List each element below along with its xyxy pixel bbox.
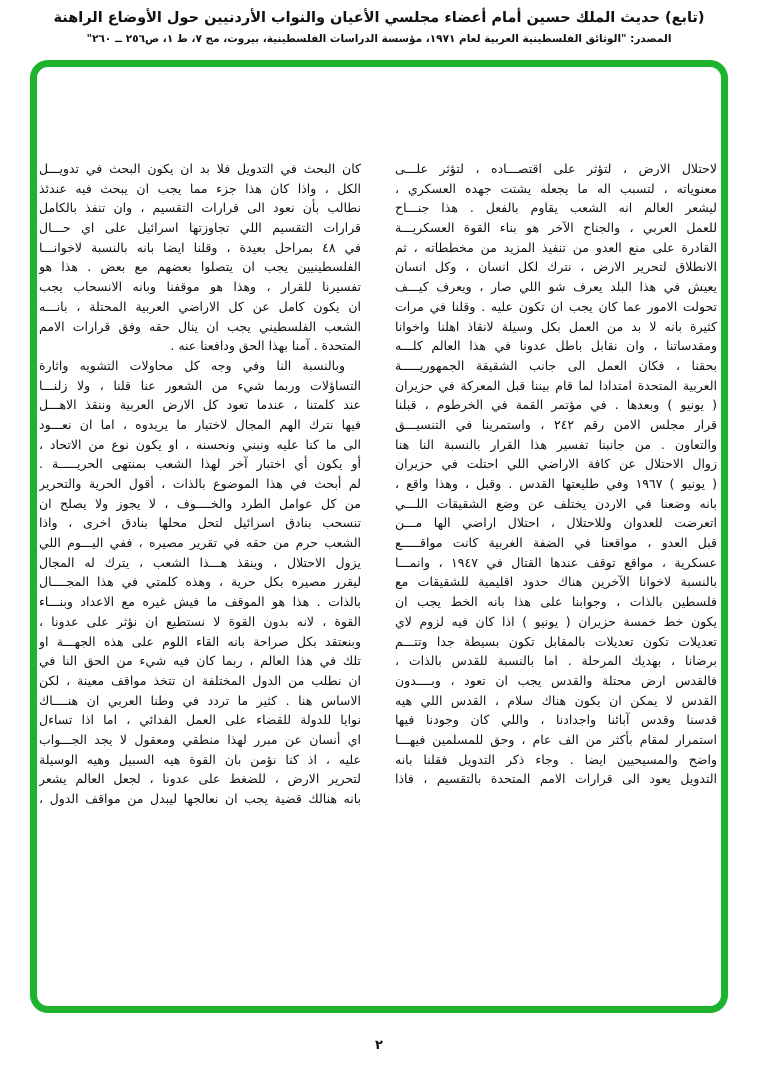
page-number: ٢ xyxy=(375,1038,383,1053)
text-line: ليقرر مصيره بكل حرية ، وهذه كلمتي في هذا المجــــال xyxy=(39,574,361,590)
text-line: وبنعتقد بكل صراحة بانه القاء اللوم على هذه الجهـــة او xyxy=(39,633,361,649)
text-line: ان يكون كامل عن كل الاراضي العربية المحتلة ، بانـــه xyxy=(39,298,361,314)
text-line: يزول الاحتلال ، وينقذ هـــذا الشعب ، يترك له المجال xyxy=(39,554,361,570)
text-line: كثيرة بانه لا بد من العمل بكل وسيلة لانقاذ اهلنا واخوانا xyxy=(395,318,717,334)
text-line: والتعاون . من جانبنا تفسير هذا القرار بالنسبة النا هنا xyxy=(395,436,717,452)
text-line: قبل العدو ، مواقعنا في الضفة الغربية كانت مواقـــــع xyxy=(395,535,717,551)
text-line: بانه وضعنا في الاردن يختلف عن وضع الشقيقات اللـــي xyxy=(395,495,717,511)
text-line: عند كلمتنا ، عندما تعود كل الارض العربية وننقذ الاهـــل xyxy=(39,397,361,413)
text-line: العربية المتحدة امتدادا لما قام بيننا قبل المعركة في حزيران xyxy=(395,377,717,393)
text-line: كان البحث في التدويل فلا بد ان يكون البحث في تدويـــل xyxy=(39,161,361,176)
text-line: ( يونيو ) وبعدها . في مؤتمر القمة في الخرطوم ، قبلنا xyxy=(395,397,717,413)
text-line: أو يكون أي اختبار آخر لهذا الشعب بمنتهى الحريـــــة . xyxy=(39,456,361,472)
text-line: اتعرضت للعدوان وللاحتلال ، احتلال اراضي الها مـــن xyxy=(395,515,717,531)
text-line: القادرة على منع العدو من تنفيذ المزيد من مخططاته ، ثم xyxy=(395,239,717,255)
text-line: تحولت الامور عما كان يجب ان تكون عليه . وقلنا في مرات xyxy=(395,298,717,314)
text-line: الشعب حرم من حقه في تقرير مصيره ، ففي اليـــوم اللي xyxy=(39,535,361,551)
text-line: التدويل يعود الى قرارات الامم المتحدة بالتقسيم ، فاذا xyxy=(395,771,717,787)
column-left xyxy=(39,159,361,809)
text-line: فالقدس ارض محتلة والقدس يجب ان تعود ، وبــــدون xyxy=(395,672,717,688)
text-line: قرار مجلس الامن رقم ٢٤٢ ، واستمرينا في التنسيـــق xyxy=(395,416,717,432)
text-line: وبالنسبة النا وفي وجه كل محاولات التشويه واثارة xyxy=(39,357,345,373)
text-line: الكل ، واذا كان هذا جزء مما يجب ان يبحث فيه عندئذ xyxy=(39,180,361,196)
text-line: اي أنسان عن مبرر لهذا منطقي ومعقول لا يجد الجـــواب xyxy=(39,731,361,747)
text-line: ان نطلب من الدول المختلفة ان تتخذ مواقف معينة ، لكن xyxy=(39,672,361,688)
text-line: بالذات . هذا هو الموقف ما فيش غيره مع الاعداد وبنـــاء xyxy=(39,594,361,610)
text-line: لاحتلال الارض ، لتؤثر على اقتصـــاده ، لتؤثر علـــى xyxy=(395,161,717,176)
text-line: نطالب بأن نعود الى قرارات التقسيم ، وان تنفذ بالكامل xyxy=(39,200,361,216)
text-line: الى ما كنا عليه ونبني ونحسنه ، او يكون نوع من الاتحاد ، xyxy=(39,436,361,452)
column-right xyxy=(395,159,717,809)
text-line: بحقنا ، فكان العمل الى جانب الشقيقة الجمهوريـــــة xyxy=(395,357,717,373)
text-line: القوة ، لانه بدون القوة لا نستطيع ان نؤثر على عدونا ، xyxy=(39,613,361,629)
content-frame xyxy=(30,60,728,1013)
text-line: الانطلاق لتحرير الارض ، نترك لكل انسان ، وكل انسان xyxy=(395,259,717,275)
text-line: التساؤلات وربما شيء من الشعور عنا قلنا ، ولا زلنـــا xyxy=(39,377,361,393)
text-line: بالنسبة لاخوانا الآخرين هناك حدود اقليمية للشقيقات مع xyxy=(395,574,717,590)
text-line: الاساس هنا . كثير ما تردد في وطنا العربي ان هنــــاك xyxy=(39,692,361,708)
text-line: ليشعر العالم انه الشعب يقاوم بالفعل . هذا جنـــاح xyxy=(395,200,717,216)
text-line: معنوياته ، لتسبب اله ما يجعله يشتت جهده العسكري ، xyxy=(395,180,717,196)
text-line: المتحدة . آمنا بهذا الحق ودافعنا عنه . xyxy=(170,338,361,354)
text-line: فلسطين بالذات ، وجوابنا على هذا بانه الخط يجب ان xyxy=(395,594,717,610)
text-line: قدسنا وقدس آبائنا واجدادنا ، واللي كان وجودنا فيها xyxy=(395,712,717,728)
text-line: ومقدساتنا ، وان نقابل باطل عدونا في هذا العالم كلـــه xyxy=(395,338,717,354)
text-line: يكون خط خمسة حزيران ( يونيو ) اذا كان فيه لزوم لاي xyxy=(395,613,717,629)
page-header xyxy=(0,8,758,46)
text-line: واضح والمسيحيين ايضا . وجاء ذكر التدويل فقلنا بانه xyxy=(395,751,717,767)
text-line: تفسيرنا للقرار ، وهذا هو موقفنا وبانه الانسحاب يجب xyxy=(39,279,361,295)
text-line: في ٤٨ بمراحل بعيدة ، وقلنا ايضا بانه بالنسبة لاخوانـــا xyxy=(39,239,361,255)
text-columns xyxy=(39,159,717,809)
text-line: للعمل العربي ، والجناح الآخر هو بناء القوة العسكريـــة xyxy=(395,220,717,236)
text-line: استمرار لمقام بأكثر من الف عام ، وحق للمسلمين فيهـــا xyxy=(395,731,717,747)
text-line: ( يونيو ) ١٩٦٧ وفي طليعتها القدس . وقبل ، وهذا واقع ، xyxy=(395,476,717,491)
text-line: القدس لا يمكن ان يكون هناك سلام ، القدس اللي هيه xyxy=(395,692,717,708)
text-line: تعديلات تكون تعديلات بالمقابل تكون بسيطة جدا وتتـــم xyxy=(395,633,717,649)
text-line: زوال الاحتلال عن كافة الاراضي اللي احتلت في حزيران xyxy=(395,456,717,472)
text-line: الشعب الفلسطيني يجب ان ينال حقه وفق قرارات الامم xyxy=(39,318,361,334)
text-line: الفلسطينيين يجب ان يتصلوا بعضهم مع بعض . هذا هو xyxy=(39,259,361,275)
text-line: لتحرير الارض ، للضغط على عدونا ، لجعل العالم يشعر xyxy=(39,771,361,787)
text-line: برضانا ، بهديك المرحلة . اما بالنسبة للقدس بالذات ، xyxy=(395,653,717,669)
text-line: يعيش في هذا البلد يعرف شو اللي صار ، ويعرف كيـــف xyxy=(395,279,717,295)
text-line: عليه ، اذ كنا نؤمن بان القوة هيه السبيل وهيه الوسيلة xyxy=(39,751,361,767)
document-source: المصدر: "الوثائق الفلسطينية العربية لعام ١٩٧١، مؤسسة الدراسات الفلسطينية، بيروت، مج ٧، ط ١، ص٢٥٦ ــ ٢٦٠" xyxy=(86,33,672,45)
text-line: قرارات التقسيم اللي تجاوزتها اسرائيل على اي حـــال xyxy=(39,220,361,236)
text-line: نوايا للدولة للقضاء على العمل الفدائي ، اما اذا تساءل xyxy=(39,712,361,728)
text-line: عسكرية ، مواقع توقف عندها القتال في ١٩٤٧ ، وانمـــا xyxy=(395,554,717,570)
text-line: لم أبحث في هذا الموضوع بالذات ، أقول الحرية والتحرير xyxy=(39,476,361,491)
text-line: تنسحب بنادق اسرائيل لتحل محلها بنادق اخرى ، واذا xyxy=(39,515,361,531)
text-line: فيها نترك الهم المجال لاختيار ما يريدوه ، اما ان نعـــود xyxy=(39,416,361,432)
text-line: بانه هنالك قضية يجب ان نعالجها ليبدل من مواقف الدول ، xyxy=(39,791,361,806)
text-line: من كل عوامل الطرد والخــــوف ، لا يجوز ولا يصلح ان xyxy=(39,495,361,511)
text-line: تلك في هذا العالم ، ربما كان فيه شيء من الحق النا في xyxy=(39,653,361,669)
document-title: (تابع) حديث الملك حسين أمام أعضاء مجلسي الأعيان والنواب الأردنيين حول الأوضاع الراهنة xyxy=(53,10,705,26)
